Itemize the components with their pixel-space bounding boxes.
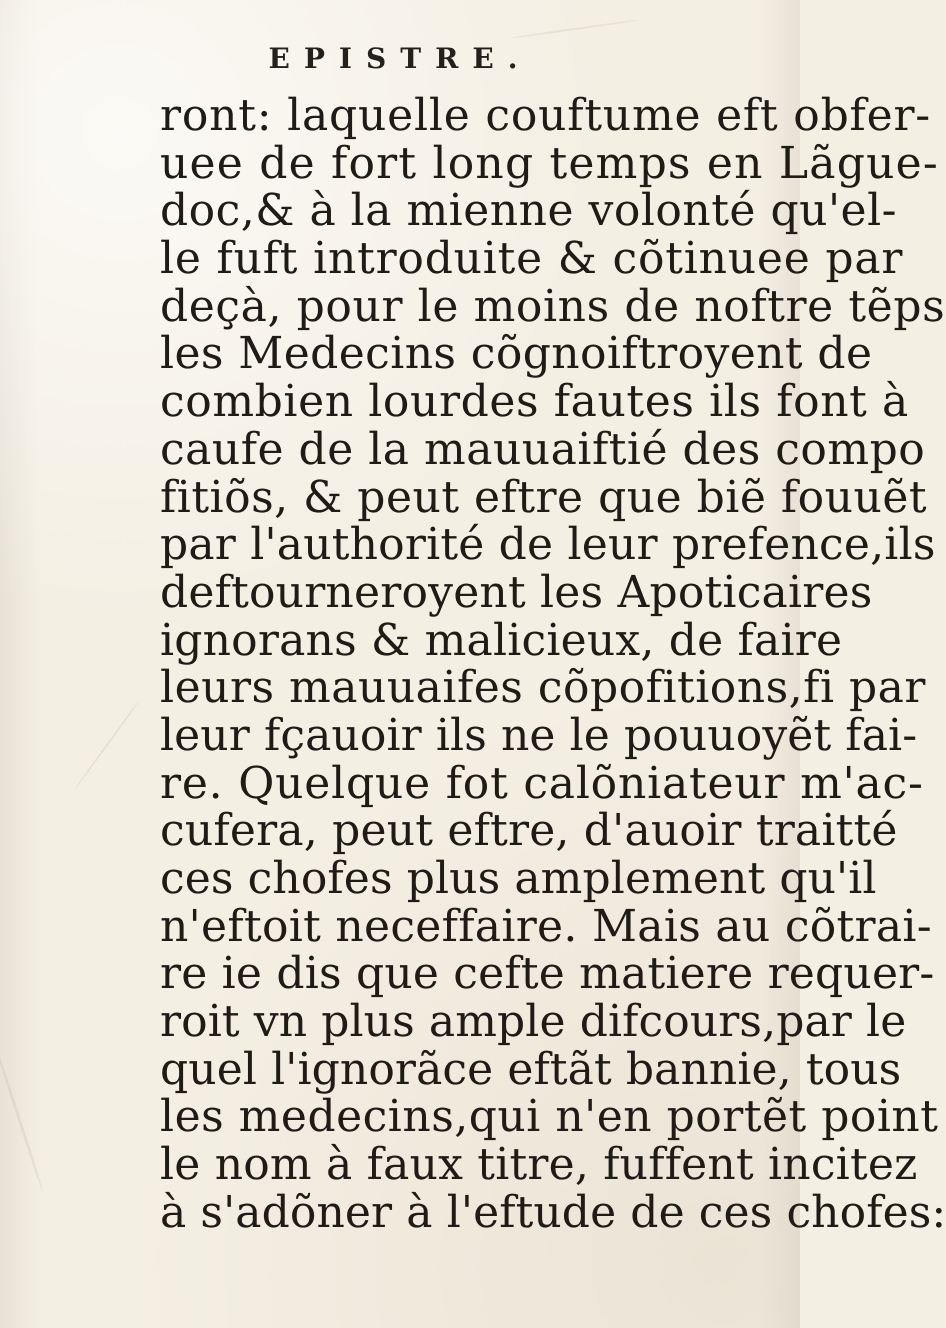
paper-fiber-mark [0, 1048, 44, 1192]
text-line: caufe de la mauuaiftié des compo [160, 423, 926, 475]
paper-fiber-mark [510, 19, 639, 39]
text-line: ront: laquelle couftume eft obfer- [160, 90, 931, 141]
paper-fiber-mark [74, 700, 140, 790]
text-line: combien lourdes fautes ils font à [160, 376, 909, 428]
text-line: à s'adõner à l'eftude de ces chofes: [160, 1186, 946, 1238]
text-line: ces chofes plus amplement qu'il [160, 853, 877, 904]
text-line: doc,& à la mienne volonté qu'el- [160, 185, 898, 237]
text-line: deçà, pour le moins de noftre tẽps [160, 280, 946, 332]
text-line: par l'authorité de leur prefence,ils [160, 519, 936, 571]
text-line: re. Quelque fot calõniateur m'ac- [160, 757, 924, 809]
text-line: le nom à faux titre, fuffent incitez [160, 1139, 918, 1191]
text-line: le fuft introduite & cõtinuee par [160, 233, 904, 285]
text-line: n'eftoit neceffaire. Mais au cõtrai- [160, 900, 932, 952]
text-line: re ie dis que cefte matiere requer- [160, 948, 935, 1000]
text-line: les medecins,qui n'en portẽt point [160, 1091, 939, 1143]
text-line: roit vn plus ample difcours,par le [160, 996, 907, 1048]
text-line: ignorans & malicieux, de faire [160, 614, 843, 666]
text-line: fitiõs, & peut eftre que biẽ fouuẽt [160, 471, 928, 523]
text-line: quel l'ignorãce eftãt bannie, tous [160, 1043, 902, 1095]
text-line: les Medecins cõgnoiftroyent de [160, 328, 873, 380]
text-line: deftourneroyent les Apoticaires [160, 566, 873, 618]
text-line: cufera, peut eftre, d'auoir traitté [160, 805, 898, 857]
text-line: leurs mauuaifes cõpofitions,fi par [160, 662, 926, 714]
running-head: EPISTRE. [268, 42, 532, 75]
body-text [160, 90, 946, 1238]
text-line: leur fçauoir ils ne le pouuoyẽt fai- [160, 709, 918, 761]
text-line: uee de fort long temps en Lãgue- [160, 137, 939, 189]
